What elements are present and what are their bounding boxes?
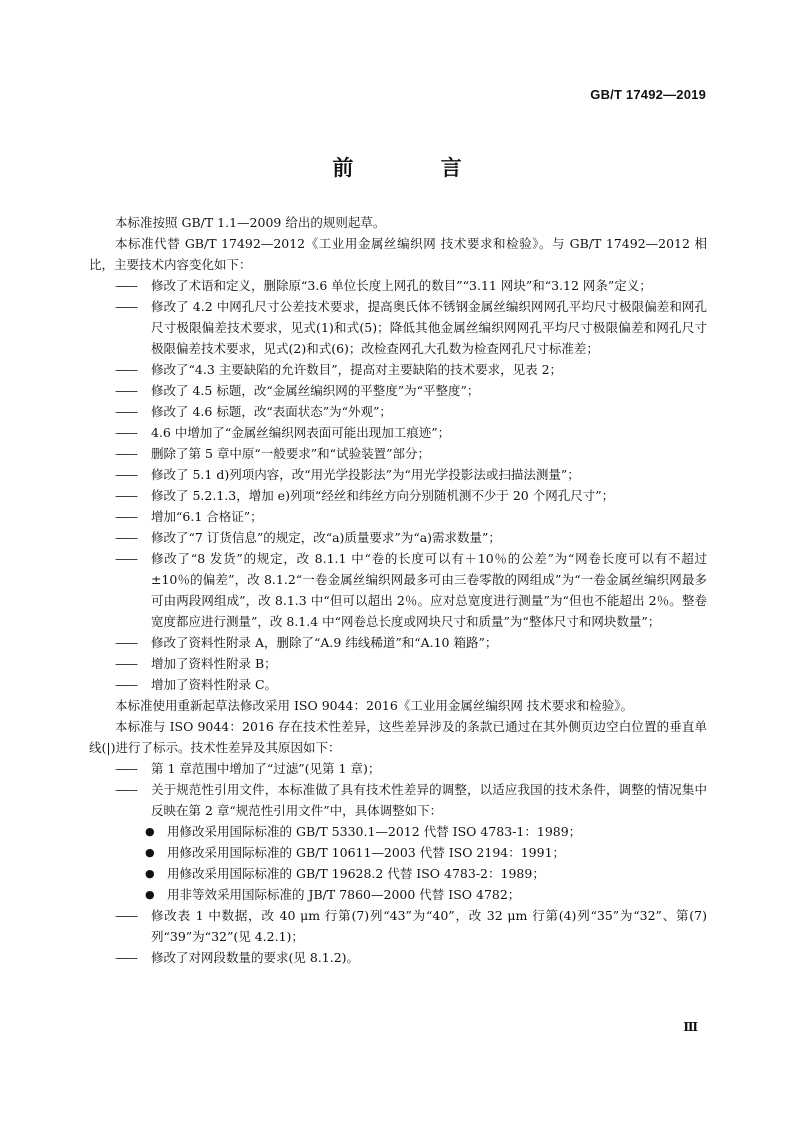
page-number: Ⅲ (683, 1020, 698, 1034)
list-item (89, 653, 707, 674)
list-item (89, 905, 707, 947)
bullet-item-text: 用修改采用国际标准的 GB/T 10611—2003 代替 ISO 2194：1991； (167, 845, 566, 860)
dash-marker: —— (115, 656, 136, 671)
dash-marker: —— (115, 551, 136, 566)
dash-marker: —— (115, 467, 136, 482)
list-item-text: 修改了资料性附录 A，删除了“A.9 纬线稀道”和“A.10 箱路”； (151, 635, 498, 650)
dash-marker: —— (115, 299, 136, 314)
dash-marker: —— (115, 278, 136, 293)
list-item-text: 修改了“7 订货信息”的规定，改“a)质量要求”为“a)需求数量”； (151, 530, 501, 545)
list-item (89, 758, 707, 779)
bullet-item (89, 821, 707, 842)
list-item-text: 修改了 4.6 标题，改“表面状态”为“外观”； (151, 404, 392, 419)
paragraph: 本标准使用重新起草法修改采用 ISO 9044：2016《工业用金属丝编织网 技术要求和检验》。 (115, 698, 634, 713)
list-item (89, 947, 707, 968)
bullet-item (89, 884, 707, 905)
dash-marker: —— (115, 677, 136, 692)
list-item (89, 296, 707, 359)
paragraph: 本标准与 ISO 9044：2016 存在技术性差异，这些差异涉及的条款已通过在其外侧页边空白位置的垂直单线(|)进行了标示。技术性差异及其原因如下： (89, 719, 707, 755)
list-item-text: 增加“6.1 合格证”； (151, 509, 263, 524)
list-item-text: 增加了资料性附录 C。 (151, 677, 278, 692)
document-body (89, 212, 707, 968)
list-item-text: 修改了 5.1 d)列项内容，改“用光学投影法”为“用光学投影法或扫描法测量”； (151, 467, 580, 482)
list-item (89, 779, 707, 821)
list-item-text: 修改了 4.5 标题，改“金属丝编织网的平整度”为“平整度”； (151, 383, 480, 398)
bullet-icon: ● (145, 867, 155, 880)
list-item-text: 修改了术语和定义，删除原“3.6 单位长度上网孔的数目”“3.11 网块”和“3.12 网条”定义； (151, 278, 652, 293)
list-item-text: 第 1 章范围中增加了“过滤”(见第 1 章)； (151, 761, 381, 776)
dash-marker: —— (115, 488, 136, 503)
dash-marker: —— (115, 509, 136, 524)
list-item-text: 修改了 4.2 中网孔尺寸公差技术要求，提高奥氏体不锈钢金属丝编织网网孔平均尺寸极限偏差和网孔尺寸极限偏差技术要求，见式(1)和式(5)；降低其他金属丝编织网网孔平均尺寸极限偏差和网孔尺寸极限偏差技术要求，见式(2)和式(6)；改检查网孔大孔数为检查网孔尺寸标准差； (151, 299, 707, 356)
list-item (89, 359, 707, 380)
list-item-text: 修改了 5.2.1.3，增加 e)列项“经丝和纬丝方向分别随机测不少于 20 个网孔尺寸”； (151, 488, 615, 503)
list-item-text: 增加了资料性附录 B； (151, 656, 277, 671)
list-item-text: 修改表 1 中数据，改 40 μm 行第(7)列“43”为“40”，改 32 μm 行第(4)列“35”为“32”、第(7)列“39”为“32”(见 4.2.1)； (151, 908, 707, 944)
list-item (89, 464, 707, 485)
dash-marker: —— (115, 908, 136, 923)
dash-marker: —— (115, 635, 136, 650)
changes-list (89, 275, 707, 695)
list-item (89, 275, 707, 296)
dash-marker: —— (115, 446, 136, 461)
list-item (89, 422, 707, 443)
list-item (89, 443, 707, 464)
list-item (89, 632, 707, 653)
list-item-text: 修改了“8 发货”的规定，改 8.1.1 中“卷的长度可以有＋10％的公差”为“网卷长度可以有不超过±10％的偏差”，改 8.1.2“一卷金属丝编织网最多可由三卷零散的网组成”为“一卷金属丝编织网最多可由两段网组成”，改 8.1.3 中“但可以超出 2％。应对总宽度进行测量”为“但也不能超出 2％。整卷宽度都应进行测量”，改 8.1.4 中“网卷总长度或网块尺寸和质量”为“整体尺寸和网块数量”； (151, 551, 707, 629)
list-item-text: 修改了对网段数量的要求(见 8.1.2)。 (151, 950, 360, 965)
dash-marker: —— (115, 950, 136, 965)
bullet-item-text: 用修改采用国际标准的 GB/T 19628.2 代替 ISO 4783-2：1989； (167, 866, 545, 881)
list-item-text: 关于规范性引用文件，本标准做了具有技术性差异的调整，以适应我国的技术条件，调整的情况集中反映在第 2 章“规范性引用文件”中，具体调整如下： (151, 782, 707, 818)
bullet-icon: ● (145, 825, 155, 838)
dash-marker: —— (115, 761, 136, 776)
paragraph: 本标准代替 GB/T 17492—2012《工业用金属丝编织网 技术要求和检验》。与 GB/T 17492—2012 相比，主要技术内容变化如下： (89, 236, 707, 272)
list-item (89, 401, 707, 422)
list-item (89, 380, 707, 401)
list-item (89, 674, 707, 695)
list-item (89, 527, 707, 548)
dash-marker: —— (115, 362, 136, 377)
list-item (89, 506, 707, 527)
bullet-item (89, 842, 707, 863)
bullet-item-text: 用非等效采用国际标准的 JB/T 7860—2000 代替 ISO 4782； (167, 887, 521, 902)
dash-marker: —— (115, 383, 136, 398)
standard-code: GB/T 17492—2019 (590, 87, 706, 102)
list-item-text: 删除了第 5 章中原“一般要求”和“试验装置”部分； (151, 446, 430, 461)
dash-marker: —— (115, 425, 136, 440)
list-item-text: 4.6 中增加了“金属丝编织网表面可能出现加工痕迹”； (151, 425, 451, 440)
page-title: 前 言 (332, 156, 502, 180)
dash-marker: —— (115, 404, 136, 419)
paragraph: 本标准按照 GB/T 1.1—2009 给出的规则起草。 (115, 215, 386, 230)
differences-list (89, 758, 707, 968)
bullet-icon: ● (145, 888, 155, 901)
dash-marker: —— (115, 782, 136, 797)
list-item-text: 修改了“4.3 主要缺陷的允许数目”，提高对主要缺陷的技术要求，见表 2； (151, 362, 563, 377)
bullet-item (89, 863, 707, 884)
list-item (89, 485, 707, 506)
list-item (89, 548, 707, 632)
dash-marker: —— (115, 530, 136, 545)
bullet-item-text: 用修改采用国际标准的 GB/T 5330.1—2012 代替 ISO 4783-1：1989； (167, 824, 582, 839)
bullet-icon: ● (145, 846, 155, 859)
